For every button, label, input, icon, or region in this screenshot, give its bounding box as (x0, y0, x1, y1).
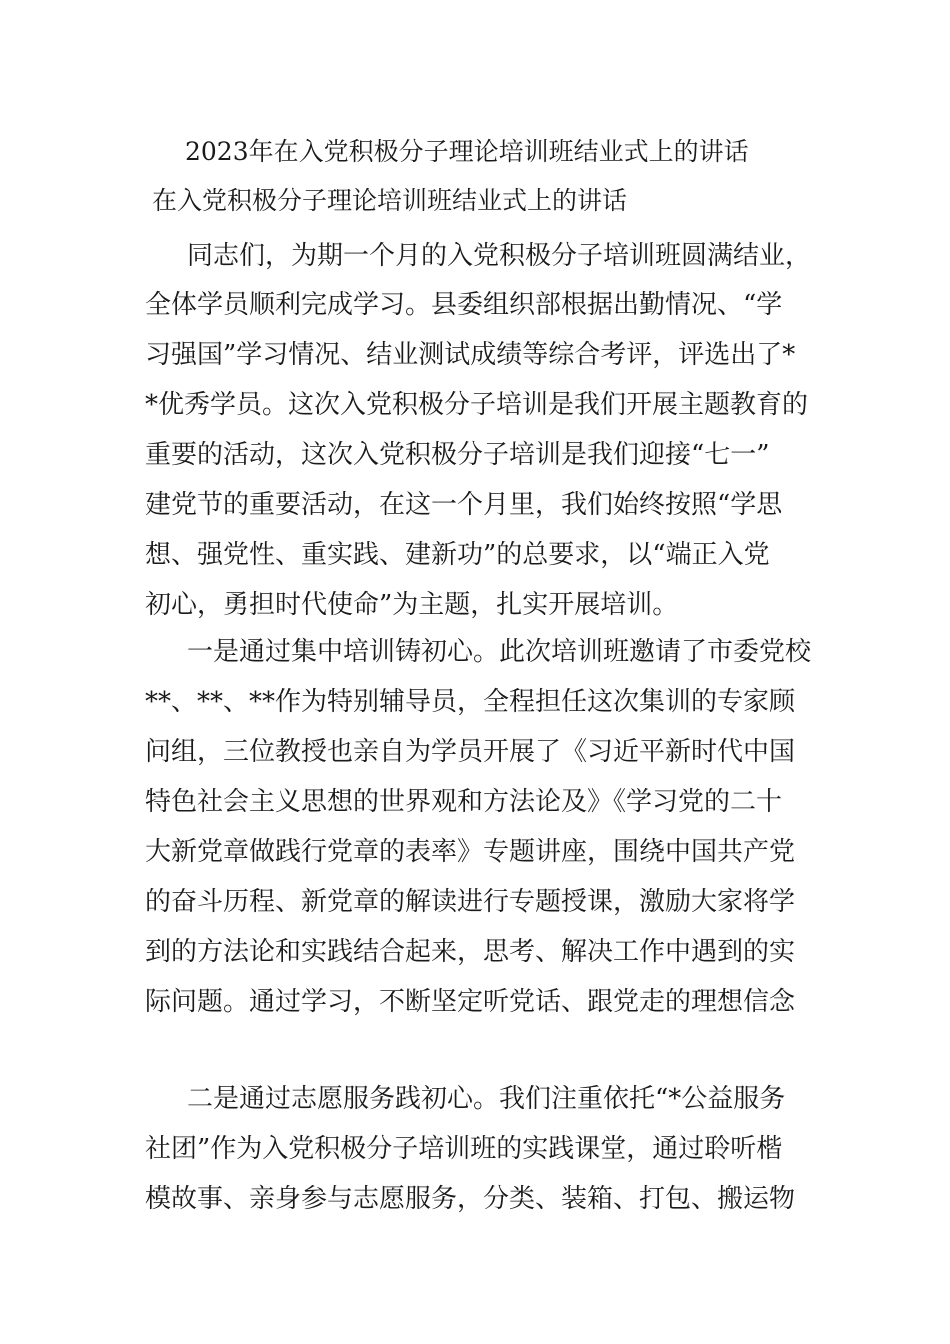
body-line: 建党节的重要活动，在这一个月里，我们始终按照“学思 (145, 490, 783, 520)
body-line: **、**、**作为特别辅导员，全程担任这次集训的专家顾 (145, 687, 796, 717)
document-subtitle: 在入党积极分子理论培训班结业式上的讲话 (152, 186, 628, 215)
body-line: 大新党章做践行党章的表率》专题讲座，围绕中国共产党 (145, 837, 796, 867)
body-line: *优秀学员。这次入党积极分子培训是我们开展主题教育的 (145, 390, 809, 420)
body-line: 一是通过集中培训铸初心。此次培训班邀请了市委党校 (187, 637, 812, 667)
body-line: 问组，三位教授也亲自为学员开展了《习近平新时代中国 (145, 737, 796, 767)
body-line: 际问题。通过学习，不断坚定听党话、跟党走的理想信念 (145, 987, 796, 1017)
body-line: 到的方法论和实践结合起来，思考、解决工作中遇到的实 (145, 937, 796, 967)
body-line: 习强国”学习情况、结业测试成绩等综合考评，评选出了* (145, 340, 796, 370)
document-title: 2023年在入党积极分子理论培训班结业式上的讲话 (185, 137, 749, 166)
body-line: 社团”作为入党积极分子培训班的实践课堂，通过聆听楷 (145, 1134, 783, 1164)
body-line: 全体学员顺利完成学习。县委组织部根据出勤情况、“学 (145, 290, 783, 320)
body-line: 特色社会主义思想的世界观和方法论及》《学习党的二十 (145, 787, 783, 817)
body-line: 重要的活动，这次入党积极分子培训是我们迎接“七一” (145, 440, 770, 470)
body-line: 想、强党性、重实践、建新功”的总要求，以“端正入党 (145, 540, 770, 570)
body-line: 二是通过志愿服务践初心。我们注重依托“*公益服务 (187, 1084, 786, 1114)
body-line: 同志们，为期一个月的入党积极分子培训班圆满结业， (187, 241, 812, 271)
body-line: 初心，勇担时代使命”为主题，扎实开展培训。 (145, 590, 679, 620)
body-line: 模故事、亲身参与志愿服务，分类、装箱、打包、搬运物 (145, 1184, 796, 1214)
body-line: 的奋斗历程、新党章的解读进行专题授课，激励大家将学 (145, 887, 796, 917)
